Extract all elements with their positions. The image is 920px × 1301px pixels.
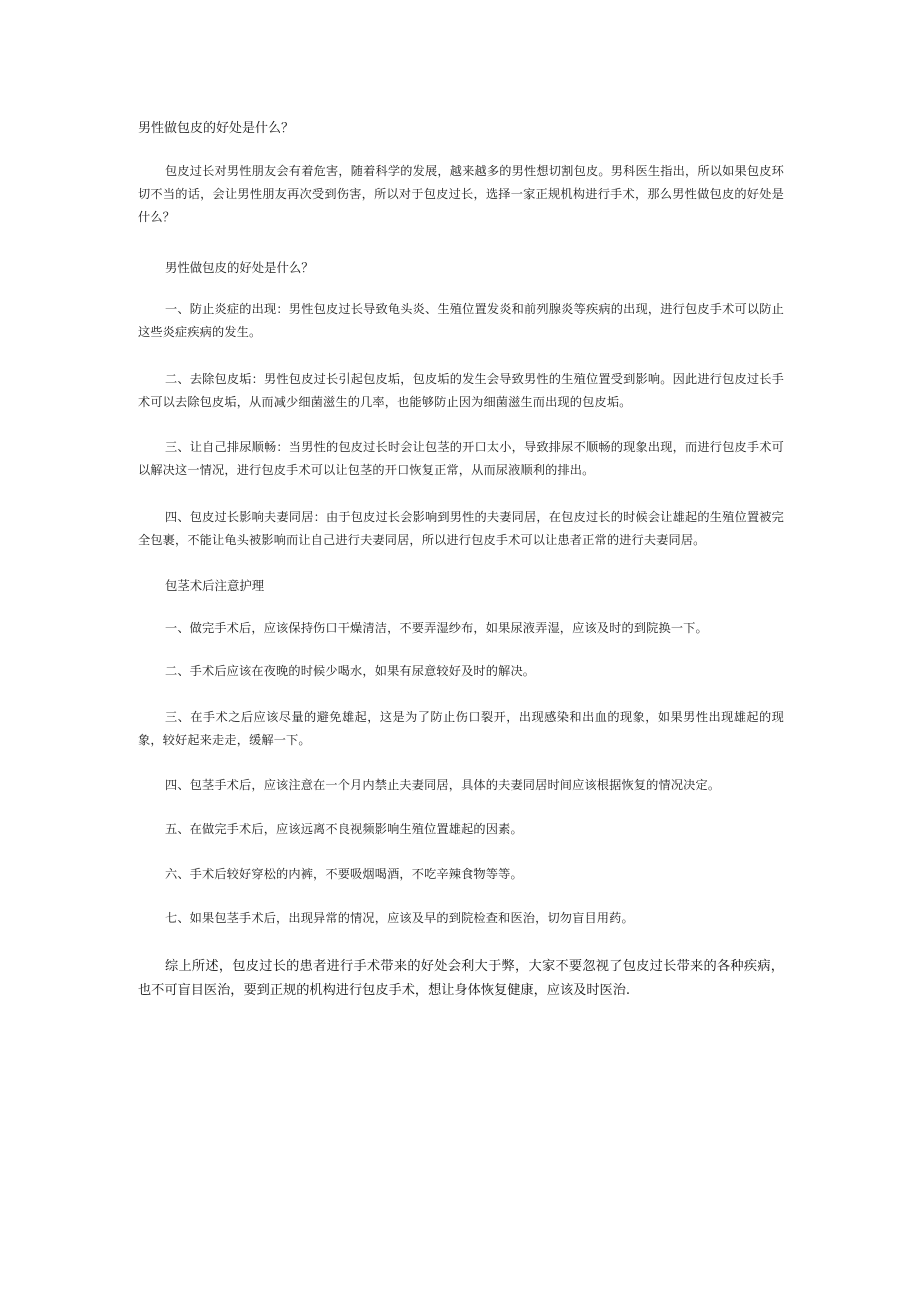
- care-item: 三、在手术之后应该尽量的避免雄起，这是为了防止伤口裂开，出现感染和出血的现象，如果男性出现雄起的现象，较好起来走走，缓解一下。: [138, 710, 784, 747]
- conclusion-paragraph: 综上所述，包皮过长的患者进行手术带来的好处会利大于弊，大家不要忽视了包皮过长带来的各种疾病，也不可盲目医治，要到正规的机构进行包皮手术，想让身体恢复健康，应该及时医治.: [138, 959, 784, 998]
- care-item: 六、手术后较好穿松的内裤，不要吸烟喝酒，不吃辛辣食物等等。: [165, 867, 523, 881]
- care-item: 七、如果包茎手术后，出现异常的情况，应该及早的到院检查和医治，切勿盲目用药。: [165, 911, 634, 925]
- benefit-item: 三、让自己排尿顺畅：当男性的包皮过长时会让包茎的开口太小，导致排尿不顺畅的现象出现，而进行包皮手术可以解决这一情况，进行包皮手术可以让包茎的开口恢复正常，从而尿液顺利的排出。: [138, 440, 784, 477]
- care-item: 二、手术后应该在夜晚的时候少喝水，如果有尿意较好及时的解决。: [165, 664, 536, 678]
- care-item: 四、包茎手术后，应该注意在一个月内禁止夫妻同居，具体的夫妻同居时间应该根据恢复的情况决定。: [165, 778, 721, 792]
- benefits-heading: 男性做包皮的好处是什么？: [165, 260, 314, 275]
- benefit-item: 二、去除包皮垢：男性包皮过长引起包皮垢，包皮垢的发生会导致男性的生殖位置受到影响。因此进行包皮过长手术可以去除包皮垢，从而减少细菌滋生的几率，也能够防止因为细菌滋生而出现的包皮垢。: [138, 372, 784, 409]
- page-title: 男性做包皮的好处是什么？: [138, 121, 295, 136]
- intro-paragraph: 包皮过长对男性朋友会有着危害，随着科学的发展，越来越多的男性想切割包皮。男科医生指出，所以如果包皮环切不当的话，会让男性朋友再次受到伤害，所以对于包皮过长，选择一家正规机构进行手术，那么男性做包皮的好处是什么？: [138, 164, 784, 224]
- care-item: 五、在做完手术后，应该远离不良视频影响生殖位置雄起的因素。: [165, 822, 523, 836]
- care-item: 一、做完手术后，应该保持伤口干燥清洁，不要弄湿纱布，如果尿液弄湿，应该及时的到院换一下。: [165, 621, 708, 635]
- benefit-item: 四、包皮过长影响夫妻同居：由于包皮过长会影响到男性的夫妻同居，在包皮过长的时候会让雄起的生殖位置被完全包裹，不能让龟头被影响而让自己进行夫妻同居，所以进行包皮手术可以让患者正常的进行夫妻同居。: [138, 510, 784, 547]
- benefit-item: 一、防止炎症的出现：男性包皮过长导致龟头炎、生殖位置发炎和前列腺炎等疾病的出现，进行包皮手术可以防止这些炎症疾病的发生。: [138, 302, 784, 339]
- care-heading: 包茎术后注意护理: [165, 578, 265, 593]
